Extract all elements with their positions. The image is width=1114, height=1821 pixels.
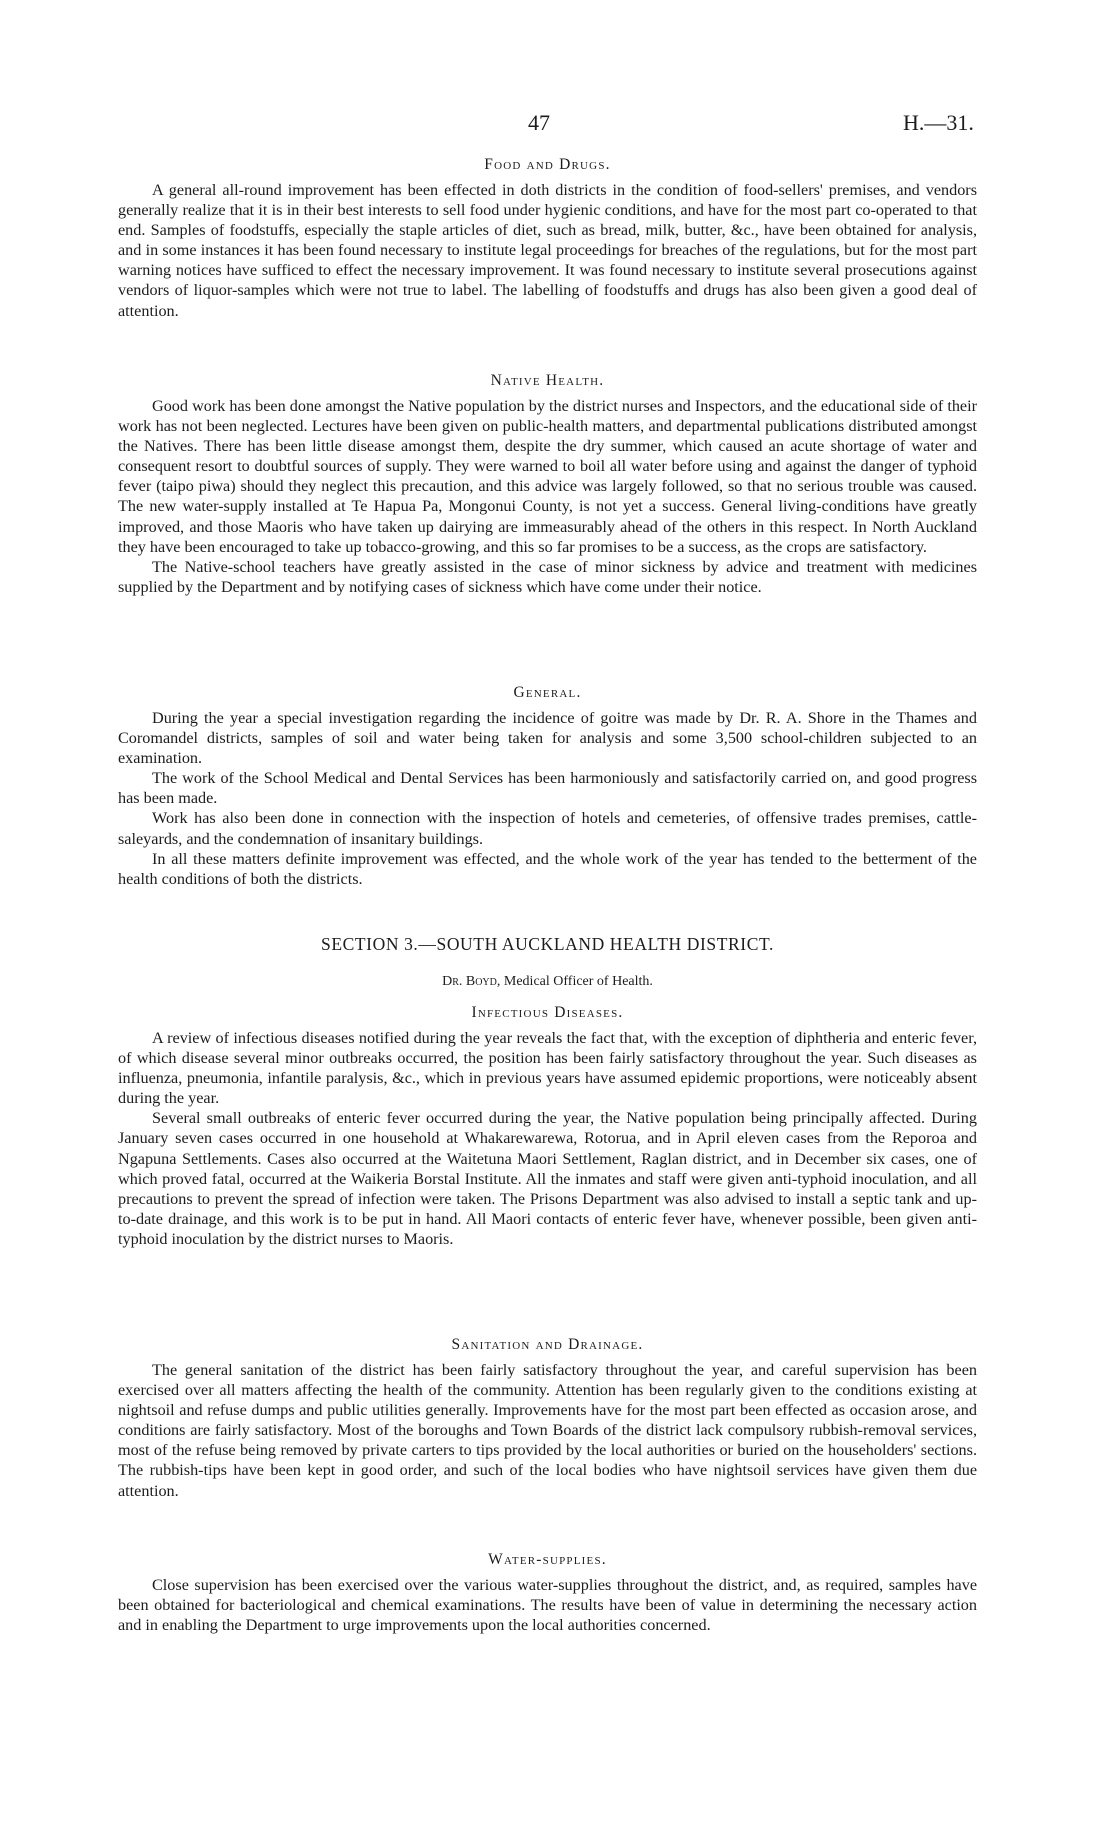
officer-name: Dr. Boyd [442,974,497,989]
section-heading: Water-supplies. [488,1551,607,1568]
paragraph: A review of infectious diseases notified during the year reveals the fact that, with the exception of diphtheria and enteric fever, of which disease several minor outbreaks occurred, the position has been fairly satisfactory throughout the year. Such diseases as influenza, pneumonia, infantile paralysis, &c., which in previous years have assumed epidemic proportions, were noticeably absent during the year. [118,1029,977,1108]
water-supplies-section [118,1549,977,1635]
byline [118,972,977,992]
paragraph: The Native-school teachers have greatly assisted in the case of minor sickness by advice and treatment with medicines supplied by the Department and by notifying cases of sickness which have come under their notice. [118,557,977,596]
section-heading: General. [513,684,582,701]
section-3-header [118,932,977,956]
paragraph: Work has also been done in connection with the inspection of hotels and cemeteries, of offensive trades premises, cattle-saleyards, and the condemnation of insanitary buildings. [118,809,977,848]
section-heading: Infectious Diseases. [471,1004,624,1021]
page-number: 47 [528,110,550,135]
paragraph: In all these matters definite improvement was effected, and the whole work of the year has tended to the betterment of the health conditions of both the districts. [118,849,977,888]
general-section [118,682,977,889]
document-reference: H.—31. [903,110,974,135]
native-health-section [118,370,977,597]
paragraph: Good work has been done amongst the Native population by the district nurses and Inspectors, and the educational side of their work has not been neglected. Lectures have been given on public-health matters, and departmental publications distributed amongst the Natives. There has been little disease amongst them, despite the dry summer, which caused an acute shortage of water and consequent resort to doubtful sources of supply. They were warned to boil all water before using and against the danger of typhoid fever (taipo piwa) should they neglect this precaution, and this advice was largely followed, so that no serious trouble was caused. The new water-supply installed at Te Hapua Pa, Mongonui County, is not yet a success. General living-conditions have greatly improved, and those Maoris who have taken up dairying are immeasurably ahead of the others in this respect. In North Auckland they have been encouraged to take up tobacco-growing, and this so far promises to be a success, as the crops are satisfactory. [118,397,977,556]
section-title: SECTION 3.—SOUTH AUCKLAND HEALTH DISTRICT. [321,934,774,954]
infectious-diseases-section [118,1002,977,1249]
paragraph: Close supervision has been exercised over the various water-supplies throughout the district, and, as required, samples have been obtained for bacteriological and chemical examinations. The results have been of value in determining the necessary action and in enabling the Department to urge improvements upon the local authorities concerned. [118,1576,977,1635]
section-heading: Native Health. [490,372,605,389]
section-heading: Sanitation and Drainage. [451,1336,644,1353]
paragraph: During the year a special investigation regarding the incidence of goitre was made by Dr. R. A. Shore in the Thames and Coromandel districts, samples of soil and water being taken for analysis and some 3,500 school-children subjected to an examination. [118,709,977,768]
officer-title: , Medical Officer of Health. [496,974,653,989]
section-heading: Food and Drugs. [484,156,611,173]
paragraph: Several small outbreaks of enteric fever occurred during the year, the Native population being principally affected. During January seven cases occurred in one household at Whakarewarewa, Rotorua, and in April eleven cases from the Reporoa and Ngapuna Settlements. Cases also occurred at the Waitetuna Maori Settlement, Raglan district, and in December six cases, one of which proved fatal, occurred at the Waikeria Borstal Institute. All the inmates and staff were given anti-typhoid inoculation, and all precautions to prevent the spread of infection were taken. The Prisons Department was also advised to install a septic tank and up-to-date drainage, and this work is to be put in hand. All Maori contacts of enteric fever have, whenever possible, been given anti-typhoid inoculation by the district nurses to Maoris. [118,1109,977,1248]
sanitation-section [118,1334,977,1501]
food-and-drugs-section [118,154,977,321]
paragraph: The work of the School Medical and Dental Services has been harmoniously and satisfactorily carried on, and good progress has been made. [118,769,977,808]
paragraph: A general all-round improvement has been effected in doth districts in the condition of food-sellers' premises, and vendors generally realize that it is in their best interests to sell food under hygienic conditions, and have for the most part co-operated to that end. Samples of foodstuffs, especially the staple articles of diet, such as bread, milk, butter, &c., have been obtained for analysis, and in some instances it has been found necessary to institute legal proceedings for breaches of the regulations, but for the most part warning notices have sufficed to effect the necessary improvement. It was found necessary to institute several prosecutions against vendors of liquor-samples which were not true to label. The labelling of foodstuffs and drugs has also been given a good deal of attention. [118,181,977,320]
byline-row [118,972,977,992]
paragraph: The general sanitation of the district has been fairly satisfactory throughout the year, and careful supervision has been exercised over all matters affecting the health of the community. Attention has been regularly given to the conditions existing at nightsoil and refuse dumps and public utilities generally. Improvements have for the most part been effected as occasion arose, and conditions are fairly satisfactory. Most of the boroughs and Town Boards of the district lack compulsory rubbish-removal services, most of the refuse being removed by private carters to tips provided by the local authorities or buried on the householders' sections. The rubbish-tips have been kept in good order, and such of the local bodies who have nightsoil services have given them due attention. [118,1361,977,1500]
